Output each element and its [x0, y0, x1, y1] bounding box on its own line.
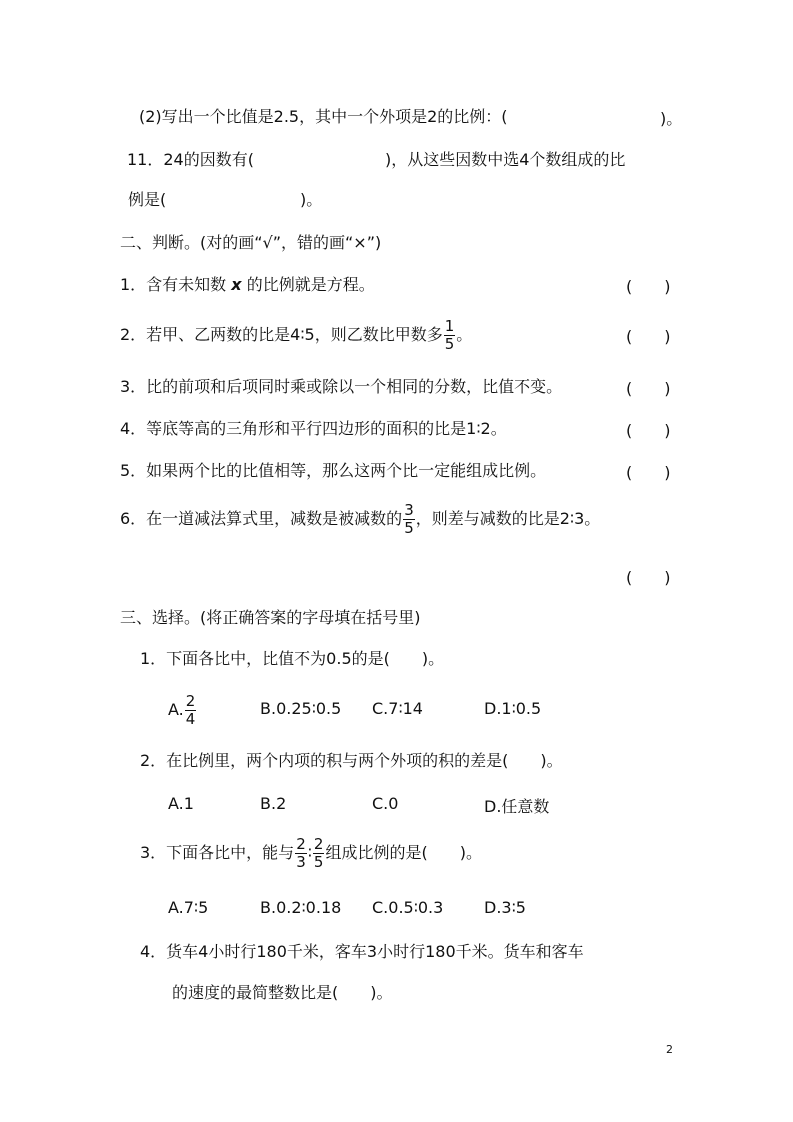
judge-6-text-a: 6．在一道减法算式里，减数是被减数的 — [120, 509, 403, 528]
q11-line1-end: )，从这些因数中选4个数组成的比 — [385, 150, 626, 169]
judge-6 — [120, 497, 600, 541]
choice-1-option-d[interactable]: D.1∶0.5 — [484, 699, 542, 718]
choice-2-option-b[interactable]: B.2 — [260, 794, 287, 813]
q11-line1-start: 11．24的因数有( — [127, 150, 254, 169]
judge-4-text: 4．等底等高的三角形和平行四边形的面积的比是1∶2。 — [120, 419, 507, 438]
choice-1-a-fraction — [185, 694, 197, 727]
option-a-label: A. — [168, 700, 184, 719]
judge-3-answer[interactable]: ( ) — [626, 379, 671, 398]
judge-2-answer[interactable]: ( ) — [626, 327, 671, 346]
section2-title: 二、判断。(对的画“√”，错的画“×”) — [120, 233, 382, 252]
choice-4-line1: 4．货车4小时行180千米，客车3小时行180千米。货车和客车 — [140, 942, 584, 961]
judge-1-text-a: 1．含有未知数 — [120, 275, 227, 294]
choice-3-text-b: 组成比例的是( )。 — [325, 843, 482, 862]
judge-1-var: x — [231, 275, 242, 294]
choice-1-option-a[interactable] — [168, 688, 197, 732]
judge-3 — [120, 376, 562, 398]
judge-2 — [120, 313, 472, 357]
choice-1-option-b[interactable]: B.0.25∶0.5 — [260, 699, 342, 718]
ratio-colon: ∶ — [307, 843, 312, 862]
judge-6-answer[interactable]: ( ) — [626, 568, 671, 587]
choice-4-line2: 的速度的最简整数比是( )。 — [172, 983, 393, 1002]
judge-5-text: 5．如果两个比的比值相等，那么这两个比一定能组成比例。 — [120, 461, 547, 480]
choice-3-fraction-1 — [295, 837, 307, 870]
choice-2-option-c[interactable]: C.0 — [372, 794, 399, 813]
choice-1-question: 1．下面各比中，比值不为0.5的是( )。 — [140, 649, 445, 668]
choice-3-option-a[interactable]: A.7∶5 — [168, 898, 209, 917]
choice-3-fraction-2 — [313, 837, 325, 870]
judge-3-text: 3．比的前项和后项同时乘或除以一个相同的分数，比值不变。 — [120, 377, 563, 396]
fraction-numerator: 2 — [296, 835, 306, 853]
q11-line2-end: )。 — [300, 190, 323, 209]
judge-5 — [120, 460, 546, 482]
choice-1-option-c[interactable]: C.7∶14 — [372, 699, 423, 718]
fraction-denominator: 3 — [296, 853, 306, 871]
fraction-denominator: 5 — [444, 335, 455, 353]
q10-part2-close: )。 — [660, 109, 683, 128]
choice-2-question: 2．在比例里，两个内项的积与两个外项的积的差是( )。 — [140, 751, 563, 770]
q11-line2-start: 例是( — [128, 190, 167, 209]
fraction-numerator: 1 — [444, 317, 455, 335]
judge-1-text-b: 的比例就是方程。 — [246, 275, 375, 294]
judge-4-answer[interactable]: ( ) — [626, 421, 671, 440]
choice-2-option-a[interactable]: A.1 — [168, 794, 194, 813]
judge-1 — [120, 274, 375, 296]
choice-3-option-d[interactable]: D.3∶5 — [484, 898, 526, 917]
judge-2-text-a: 2．若甲、乙两数的比是4∶5，则乙数比甲数多 — [120, 325, 443, 344]
choice-2-option-d[interactable]: D.任意数 — [484, 797, 550, 816]
judge-2-text-b: 。 — [456, 325, 473, 344]
fraction-numerator: 3 — [404, 501, 414, 519]
judge-6-text-b: ，则差与减数的比是2∶3。 — [415, 509, 601, 528]
fraction-denominator: 4 — [185, 710, 196, 728]
judge-5-answer[interactable]: ( ) — [626, 463, 671, 482]
choice-3-question — [140, 831, 482, 875]
q10-part2-text: (2)写出一个比值是2.5，其中一个外项是2的比例：( — [139, 107, 508, 126]
fraction-numerator: 2 — [185, 692, 196, 710]
judge-1-answer[interactable]: ( ) — [626, 277, 671, 296]
choice-3-text-a: 3．下面各比中，能与 — [140, 843, 295, 862]
fraction-denominator: 5 — [313, 853, 324, 871]
fraction-denominator: 5 — [404, 519, 414, 537]
fraction-numerator: 2 — [313, 835, 324, 853]
judge-6-fraction — [403, 503, 415, 536]
q10-part2 — [139, 106, 508, 128]
judge-4 — [120, 418, 507, 440]
choice-3-option-b[interactable]: B.0.2∶0.18 — [260, 898, 342, 917]
choice-3-option-c[interactable]: C.0.5∶0.3 — [372, 898, 444, 917]
section3-title: 三、选择。(将正确答案的字母填在括号里) — [120, 608, 421, 627]
page-number: 2 — [666, 1043, 673, 1056]
judge-2-fraction — [444, 319, 456, 352]
